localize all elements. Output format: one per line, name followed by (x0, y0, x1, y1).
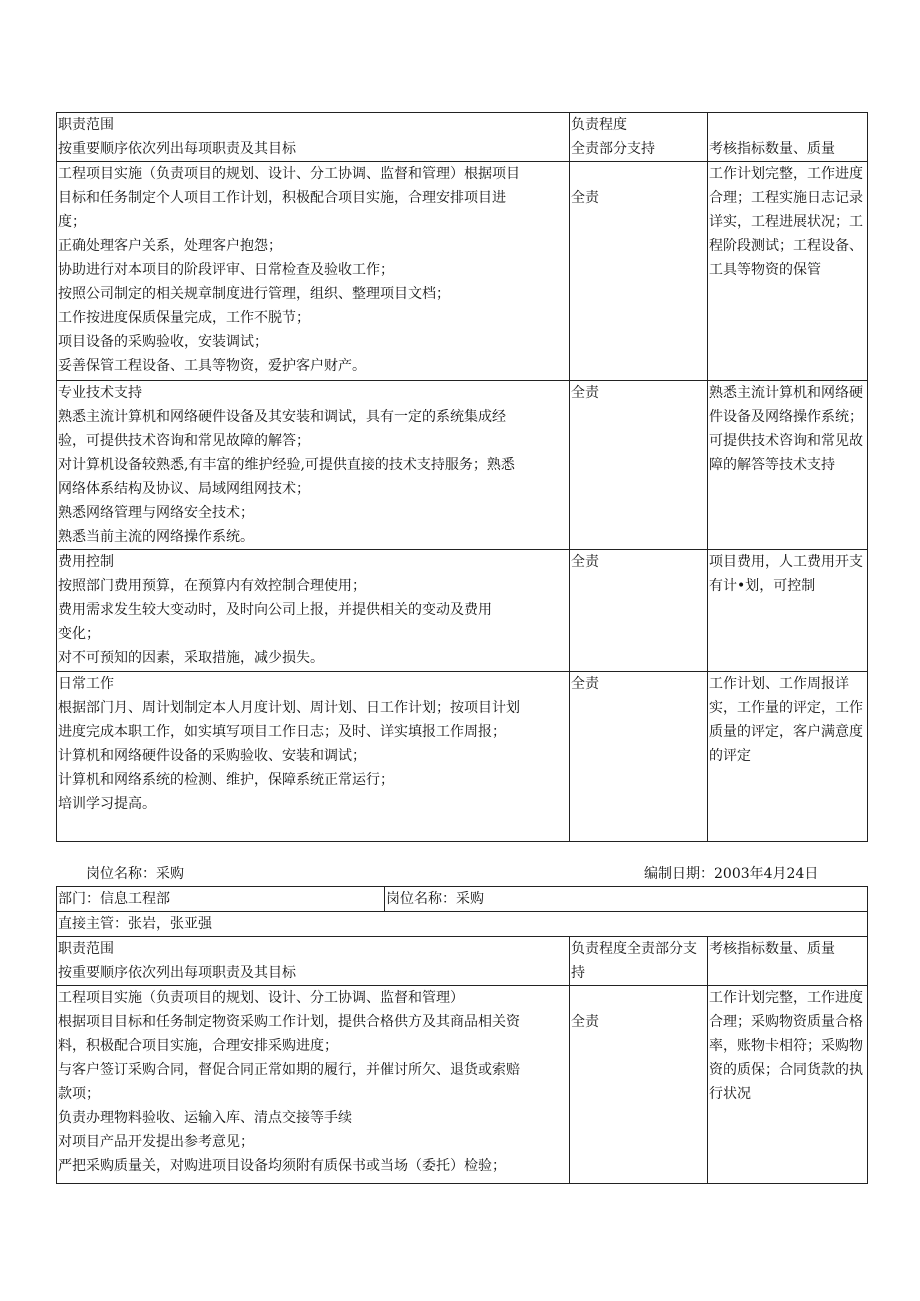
degree-header (570, 113, 708, 162)
degree-value: 全责 (571, 676, 599, 692)
degree-subtitle: 全责部分支持 (571, 141, 655, 157)
degree-value: 全责 (571, 554, 599, 570)
table-row (57, 986, 868, 1184)
duty-line: 培训学习提高。 (58, 796, 156, 812)
scope-subtitle: 按重要顺序依次列出每项职责及其目标 (58, 141, 296, 157)
degree-value: 全责 (571, 385, 599, 401)
kpi-title: 考核指标数量、质量 (709, 941, 835, 957)
duty-line: 进度完成本职工作，如实填写项目工作日志；及时、详实填报工作周报； (58, 724, 506, 740)
duty-line: 工作按进度保质保量完成，工作不脱节； (58, 310, 310, 326)
degree-value: 全责 (571, 1014, 599, 1030)
degree-value: 全责 (571, 190, 599, 206)
kpi-cell (708, 381, 868, 550)
duty-line: 按照公司制定的相关规章制度进行管理，组织、整理项目文档； (58, 286, 450, 302)
duty-cell (57, 550, 570, 672)
department-label: 部门：信息工程部 (58, 891, 170, 907)
kpi-cell (708, 550, 868, 672)
table-row (57, 550, 868, 672)
duty-line: 度； (58, 214, 86, 230)
kpi-header (708, 113, 868, 162)
scope-title: 职责范围 (58, 941, 114, 957)
duty-line: 日常工作 (58, 676, 114, 692)
kpi-value: 熟悉主流计算机和网络硬件设备及网络操作系统；可提供技术咨询和常见故障的解答等技术支持 (709, 385, 863, 473)
date-caption: 编制日期：2003年4月24日 (644, 866, 819, 882)
duty-line: 计算机和网络硬件设备的采购验收、安装和调试； (58, 748, 366, 764)
duty-line: 熟悉网络管理与网络安全技术； (58, 505, 254, 521)
duty-line: 网络体系结构及协议、局域网组网技术； (58, 481, 310, 497)
department-cell (57, 887, 385, 912)
kpi-cell (708, 162, 868, 381)
duty-line: 对项目产品开发提出参考意见； (58, 1134, 254, 1150)
position-cell (385, 887, 868, 912)
duty-line: 妥善保管工程设备、工具等物资，爱护客户财产。 (58, 358, 366, 374)
duty-line: 对计算机设备较熟悉,有丰富的维护经验,可提供直接的技术支持服务；熟悉 (58, 457, 515, 473)
duty-line: 专业技术支持 (58, 385, 142, 401)
duty-line: 款项； (58, 1086, 100, 1102)
duty-cell (57, 986, 570, 1184)
duty-line: 料，积极配合项目实施，合理安排采购进度； (58, 1038, 338, 1054)
table-row (57, 381, 868, 550)
duty-line: 严把采购质量关，对购进项目设备均须附有质保书或当场（委托）检验； (58, 1158, 506, 1174)
degree-cell (570, 986, 708, 1184)
kpi-cell (708, 986, 868, 1184)
duty-cell (57, 381, 570, 550)
duty-line: 熟悉主流计算机和网络硬件设备及其安装和调试，具有一定的系统集成经 (58, 409, 506, 425)
kpi-value: 工作计划完整，工作进度合理；采购物资质量合格率，账物卡相符；采购物资的质保；合同货款的执行状况 (709, 990, 863, 1102)
duty-line: 项目设备的采购验收，安装调试； (58, 334, 268, 350)
duty-line: 与客户签订采购合同，督促合同正常如期的履行，并催讨所欠、退货或索赔 (58, 1062, 520, 1078)
duty-line: 负责办理物料验收、运输入库、清点交接等手续 (58, 1110, 352, 1126)
duty-line: 对不可预知的因素，采取措施，减少损失。 (58, 650, 324, 666)
degree-header (570, 937, 708, 986)
duty-line: 根据部门月、周计划制定本人月度计划、周计划、日工作计划；按项目计划 (58, 700, 520, 716)
degree-cell (570, 672, 708, 842)
kpi-value: 项目费用，人工费用开支有计•划，可控制 (709, 554, 863, 594)
kpi-title: 考核指标数量、质量 (709, 141, 835, 157)
degree-title: 负责程度 (571, 117, 627, 133)
kpi-cell (708, 672, 868, 842)
degree-cell (570, 381, 708, 550)
duty-line: 按照部门费用预算，在预算内有效控制合理使用； (58, 578, 366, 594)
scope-subtitle: 按重要顺序依次列出每项职责及其目标 (58, 965, 296, 981)
duty-line: 计算机和网络系统的检测、维护，保障系统正常运行； (58, 772, 394, 788)
scope-header (57, 113, 570, 162)
scope-title: 职责范围 (58, 117, 114, 133)
duty-line: 协助进行对本项目的阶段评审、日常检查及验收工作； (58, 262, 394, 278)
kpi-value: 工作计划完整，工作进度合理；工程实施日志记录详实，工程进展状况；工程阶段测试；工程设备、工具等物资的保管 (709, 166, 863, 278)
duty-line: 根据项目目标和任务制定物资采购工作计划，提供合格供方及其商品相关资 (58, 1014, 520, 1030)
position-caption: 岗位名称：采购 (86, 866, 184, 882)
scope-header (57, 937, 570, 986)
duty-line: 费用需求发生较大变动时，及时向公司上报，并提供相关的变动及费用 (58, 602, 492, 618)
duty-line: 目标和任务制定个人项目工作计划，积极配合项目实施，合理安排项目进 (58, 190, 506, 206)
duty-table-1 (56, 112, 868, 842)
supervisor-cell (57, 912, 868, 937)
position-label: 岗位名称：采购 (386, 891, 484, 907)
duty-cell (57, 672, 570, 842)
supervisor-label: 直接主管：张岩，张亚强 (58, 916, 212, 932)
duty-line: 熟悉当前主流的网络操作系统。 (58, 529, 254, 545)
degree-cell (570, 550, 708, 672)
duty-line: 验，可提供技术咨询和常见故障的解答； (58, 433, 310, 449)
duty-cell (57, 162, 570, 381)
table-row (57, 672, 868, 842)
degree-cell (570, 162, 708, 381)
duty-line: 正确处理客户关系，处理客户抱怨； (58, 238, 282, 254)
duty-line: 工程项目实施（负责项目的规划、设计、分工协调、监督和管理） (58, 990, 464, 1006)
duty-line: 工程项目实施（负责项目的规划、设计、分工协调、监督和管理）根据项目 (58, 166, 520, 182)
table-row (57, 162, 868, 381)
degree-title: 负责程度全责部分支持 (571, 941, 697, 981)
duty-line: 变化； (58, 626, 100, 642)
kpi-value: 工作计划、工作周报详实，工作量的评定，工作质量的评定，客户满意度的评定 (709, 676, 863, 764)
duty-line: 费用控制 (58, 554, 114, 570)
kpi-header (708, 937, 868, 986)
duty-table-2 (56, 886, 868, 1184)
